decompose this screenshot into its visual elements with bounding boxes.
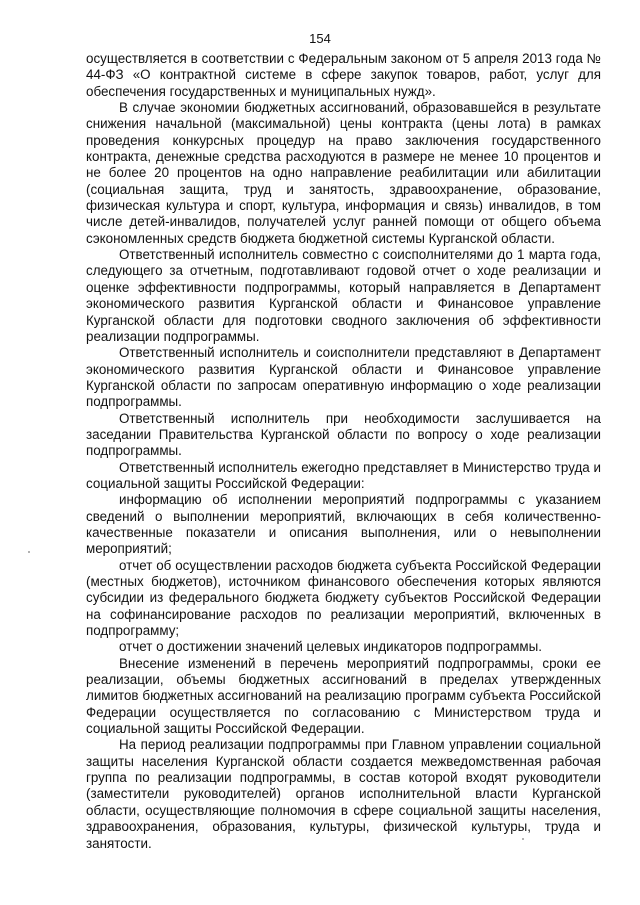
- document-body: [86, 51, 601, 852]
- list-item-indicators-report: отчет о достижении значений целевых индикаторов подпрограммы.: [119, 639, 542, 655]
- paragraph-budget-savings: В случае экономии бюджетных ассигнований, образовавшейся в результате снижения начальной (максимальной) цены контракта (цены лота) в рамках проведения конкурсных процедур на право заключения государственного контракта, денежные средства расходуются в размере не менее 10 процентов и не более 20 процентов на одно направление реабилитации или абилитации (социальная защита, труд и занятость, здравоохранение, образование, физическая культура и спорт, культура, информация и связь) инвалидов, в том числе детей-инвалидов, получателей услуг ранней помощи от общего объема сэкономленных средств бюджета бюджетной системы Курганской области.: [86, 100, 601, 246]
- paragraph-continuation: осуществляется в соответствии с Федеральным законом от 5 апреля 2013 года № 44-ФЗ «О контрактной системе в сфере закупок товаров, работ, услуг для обеспечения государственных и муниципальных нужд».: [86, 51, 601, 99]
- list-item-expense-report: отчет об осуществлении расходов бюджета субъекта Российской Федерации (местных бюджетов), источником финансового обеспечения которых являются субсидии из федерального бюджета бюджету субъектов Российской Федерации на софинансирование расходов по реализации мероприятий, включенных в подпрограмму;: [86, 557, 601, 639]
- paragraph-government-hearing: Ответственный исполнитель при необходимости заслушивается на заседании Правительства Курганской области по вопросу о ходе реализации подпрограммы.: [86, 410, 601, 459]
- paragraph-working-group: На период реализации подпрограммы при Главном управлении социальной защиты населения Курганской области создается межведомственная рабочая группа по реализации подпрограммы, в состав которой входят руководители (заместители руководителей) органов исполнительной власти Курганской области, осуществляющие полномочия в сфере социальной защиты населения, здравоохранения, образования, культуры, физической культуры, труда и занятости.: [86, 737, 601, 851]
- paragraph-ministry-reporting: Ответственный исполнитель ежегодно представляет в Министерство труда и социальной защиты Российской Федерации:: [86, 459, 601, 491]
- page-number: 154: [309, 31, 331, 46]
- paragraph-changes-approval: Внесение изменений в перечень мероприятий подпрограммы, сроки ее реализации, объемы бюджетных ассигнований в пределах утвержденных лимитов бюджетных ассигнований на реализацию программ субъекта Российской Федерации осуществляется по согласованию с Министерством труда и социальной защиты Российской Федерации.: [86, 655, 601, 737]
- paragraph-operational-info: Ответственный исполнитель и соисполнители представляют в Департамент экономического развития Курганской области и Финансовое управление Курганской области по запросам оперативную информацию о ходе реализации подпрограммы.: [86, 345, 601, 410]
- paragraph-annual-report: Ответственный исполнитель совместно с соисполнителями до 1 марта года, следующего за отчетным, подготавливают годовой отчет о ходе реализации и оценке эффективности подпрограммы, который направляется в Департамент экономического развития Курганской области и Финансовое управление Курганской области для подготовки сводного заключения об эффективности реализации подпрограммы.: [86, 247, 601, 344]
- scan-speck: [522, 838, 524, 840]
- list-item-execution-info: информацию об исполнении мероприятий подпрограммы с указанием сведений о выполнении мероприятий, включающих в себя количественно-качественные показатели и описания выполнения, или о невыполнении мероприятий;: [86, 492, 601, 557]
- scan-speck: [28, 551, 30, 553]
